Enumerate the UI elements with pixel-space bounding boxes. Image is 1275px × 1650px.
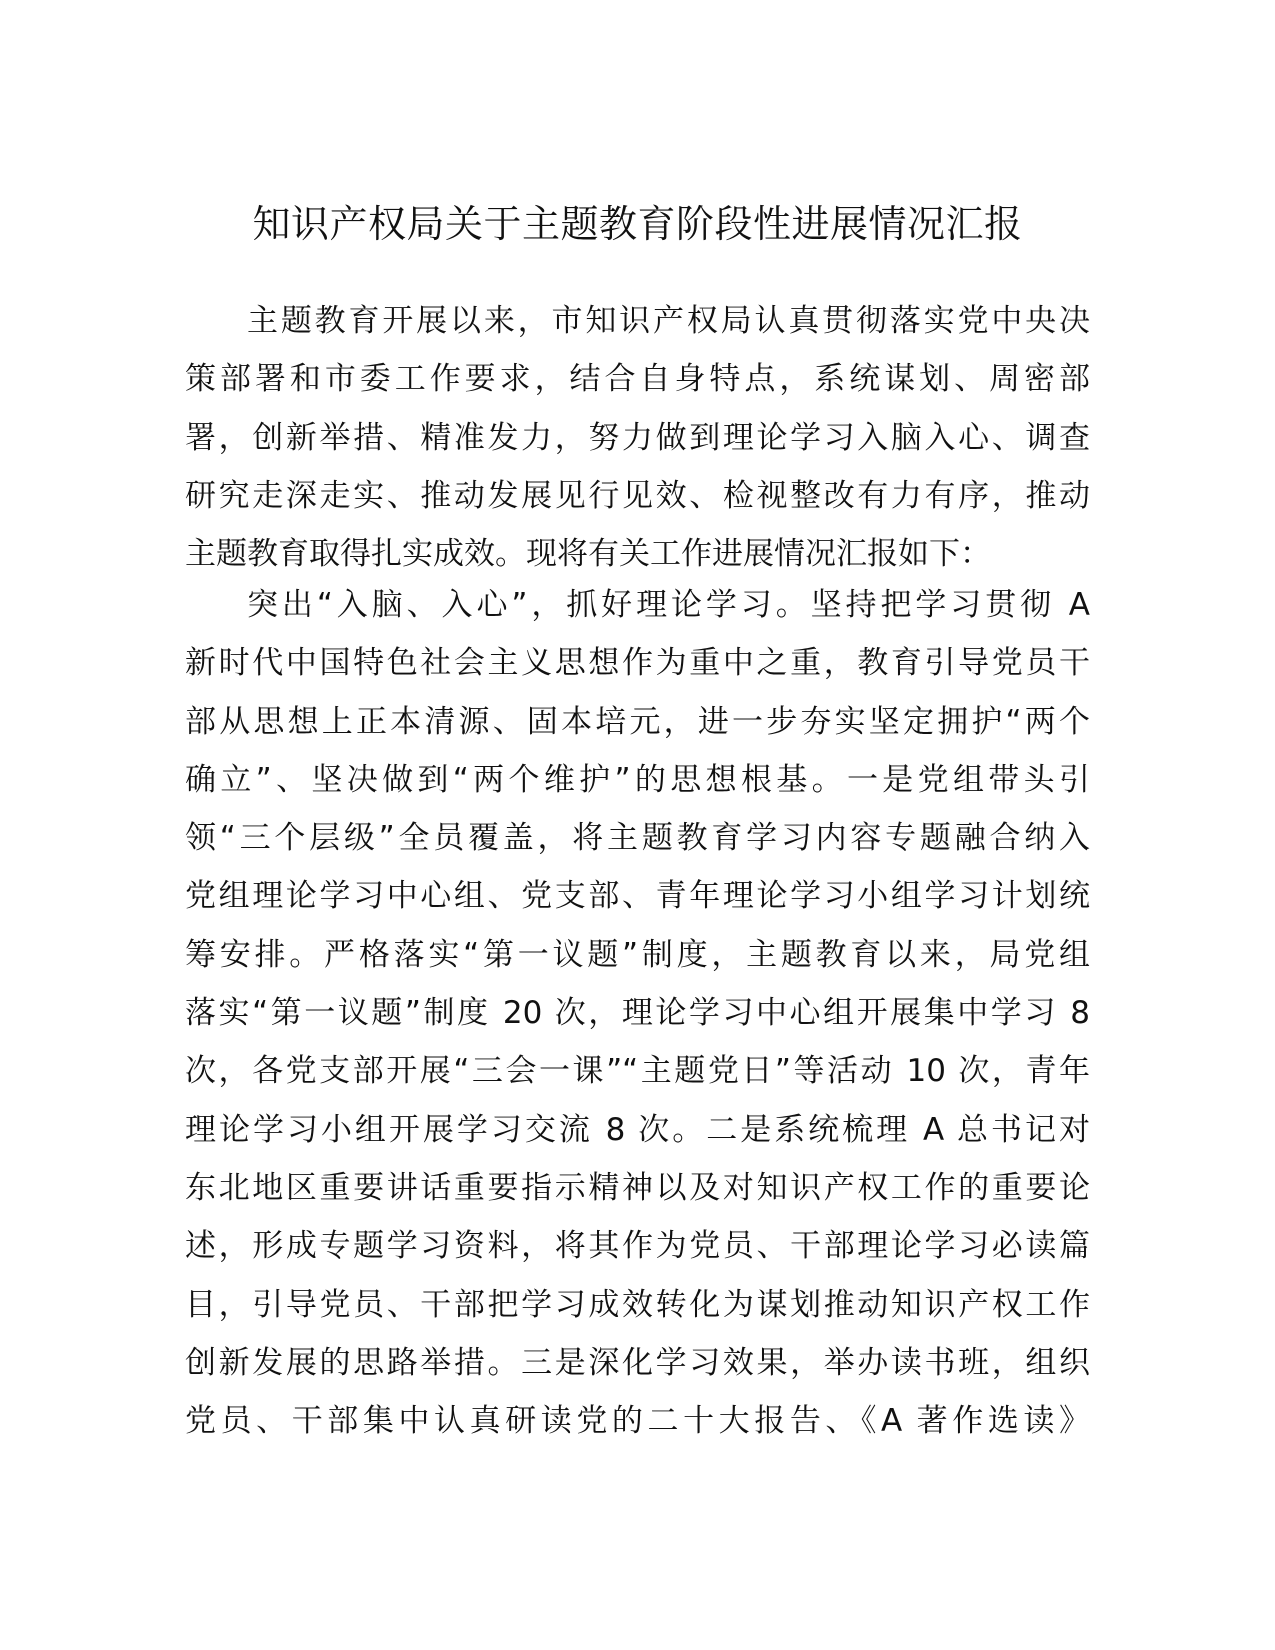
- text-line: 东北地区重要讲话重要指示精神以及对知识产权工作的重要论: [185, 1169, 1090, 1206]
- text-line: 研究走深走实、推动发展见行见效、检视整改有力有序，推动: [185, 477, 1090, 514]
- text-line: 党员、干部集中认真研读党的二十大报告、《A 著作选读》: [185, 1403, 1090, 1440]
- document-title: 知识产权局关于主题教育阶段性进展情况汇报: [252, 202, 1023, 246]
- text-line: 策部署和市委工作要求，结合自身特点，系统谋划、周密部: [185, 361, 1090, 398]
- text-line: 领“三个层级”全员覆盖，将主题教育学习内容专题融合纳入: [185, 820, 1090, 857]
- text-line: 署，创新举措、精准发力，努力做到理论学习入脑入心、调查: [185, 419, 1090, 456]
- text-line: 落实“第一议题”制度 20 次，理论学习中心组开展集中学习 8: [185, 995, 1090, 1032]
- text-line: 理论学习小组开展学习交流 8 次。二是系统梳理 A 总书记对: [185, 1111, 1090, 1148]
- paragraph-intro: [185, 292, 1090, 583]
- text-line: 确立”、坚决做到“两个维护”的思想根基。一是党组带头引: [185, 761, 1090, 798]
- text-line: 党组理论学习中心组、党支部、青年理论学习小组学习计划统: [185, 878, 1090, 915]
- text-line: 主题教育开展以来，市知识产权局认真贯彻落实党中央决: [247, 303, 1090, 339]
- text-line: 新时代中国特色社会主义思想作为重中之重，教育引导党员干: [185, 645, 1090, 682]
- text-line: 突出“入脑、入心”，抓好理论学习。坚持把学习贯彻 A: [247, 587, 1090, 623]
- text-line: 次，各党支部开展“三会一课”“主题党日”等活动 10 次，青年: [185, 1053, 1090, 1090]
- text-line: 主题教育取得扎实成效。现将有关工作进展情况汇报如下：: [185, 536, 991, 573]
- text-line: 筹安排。严格落实“第一议题”制度，主题教育以来，局党组: [185, 936, 1090, 973]
- text-line: 部从思想上正本清源、固本培元，进一步夯实坚定拥护“两个: [185, 703, 1090, 740]
- text-line: 目，引导党员、干部把学习成效转化为谋划推动知识产权工作: [185, 1286, 1090, 1323]
- text-line: 创新发展的思路举措。三是深化学习效果，举办读书班，组织: [185, 1344, 1090, 1381]
- text-line: 述，形成专题学习资料，将其作为党员、干部理论学习必读篇: [185, 1228, 1090, 1265]
- paragraph-theory-study: [185, 576, 1090, 1450]
